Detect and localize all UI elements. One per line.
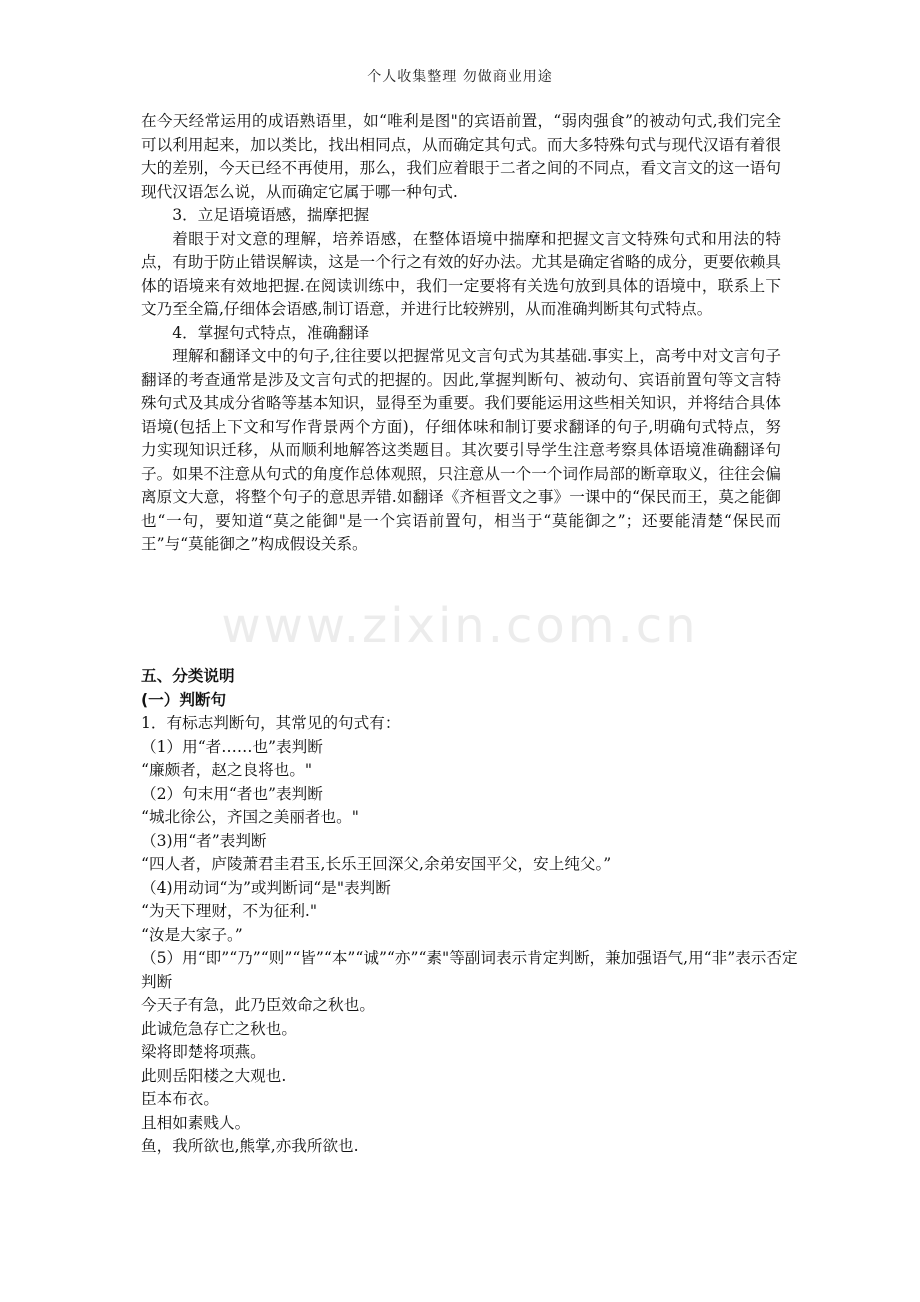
heading-point-4: 4．掌握句式特点，准确翻译: [172, 323, 370, 342]
classification-section: [141, 665, 801, 1159]
section-line: 此则岳阳楼之大观也.: [141, 1066, 287, 1085]
section-line: （1）用“者……也”表判断: [141, 737, 323, 756]
page-header: 个人收集整理 勿做商业用途: [367, 69, 553, 85]
section-line: “汝是大家子。”: [141, 925, 243, 944]
watermark: www.zixin.com.cn: [221, 598, 699, 654]
section-line: （2）句末用“者也”表判断: [141, 784, 323, 803]
section-line: 臣本布衣。: [141, 1090, 219, 1108]
section-title: 五、分类说明: [141, 667, 235, 685]
paragraph-comparison: 在今天经常运用的成语熟语里，如“唯利是图"的宾语前置，“弱肉强食”的被动句式,我们完全可以利用起来，加以类比，找出相同点，从而确定其句式。而大多特殊句式与现代汉语有着很大的差别，今天已经不再使用，那么，我们应着眼于二者之间的不同点，看文言文的这一语句现代汉语怎么说，从而确定它属于哪一种句式.: [141, 112, 781, 201]
section-line: 梁将即楚将项燕。: [141, 1043, 266, 1061]
paragraph-context: 着眼于对文意的理解，培养语感，在整体语境中揣摩和把握文言文特殊句式和用法的特点，有助于防止错误解读，这是一个行之有效的好办法。尤其是确定省略的成分，更要依赖具体的语境来有效地把握.在阅读训练中，我们一定要将有关选句放到具体的语境中，联系上下文乃至全篇,仔细体会语感,制订语意，并进行比较辨别，从而准确判断其句式特点。: [141, 229, 781, 318]
section-line: 此诚危急存亡之秋也。: [141, 1019, 297, 1038]
section-line: （3)用“者”表判断: [141, 831, 267, 850]
section-line: “城北徐公，齐国之美丽者也。": [141, 808, 359, 826]
section-line: （4)用动词“为”或判断词“是"表判断: [141, 878, 391, 897]
section-line: 1．有标志判断句，其常见的句式有：: [141, 714, 401, 732]
section-line: “为天下理财，不为征利.": [141, 902, 318, 920]
heading-point-3: 3．立足语境语感，揣摩把握: [172, 206, 370, 224]
paragraph-translation: 理解和翻译文中的句子,往往要以把握常见文言句式为其基础.事实上，高考中对文言句子翻译的考查通常是涉及文言句式的把握的。因此,掌握判断句、被动句、宾语前置句等文言特殊句式及其成分省略等基本知识，显得至为重要。我们要能运用这些相关知识，并将结合具体语境(包括上下文和写作背景两个方面)，仔细体味和制订要求翻译的句子,明确句式特点，努力实现知识迁移，从而顺利地解答这类题目。其次要引导学生注意考察具体语境准确翻译句子。如果不注意从句式的角度作总体观照，只注意从一个一个词作局部的断章取义，往往会偏离原文大意，将整个句子的意思弄错.如翻译《齐桓晋文之事》一课中的“保民而王，莫之能御也“一句，要知道“莫之能御"是一个宾语前置句，相当于“莫能御之”；还要能清楚“保民而王”与“莫能御之”构成假设关系。: [141, 347, 781, 553]
section-line: 鱼，我所欲也,熊掌,亦我所欲也.: [141, 1137, 359, 1155]
section-subtitle: (一）判断句: [141, 690, 227, 709]
section-line: “四人者，庐陵萧君圭君玉,长乐王回深父,余弟安国平父，安上纯父。”: [141, 855, 612, 873]
body-text: [141, 110, 781, 557]
section-line: “廉颇者，赵之良将也。": [141, 761, 313, 779]
section-line: 且相如素贱人。: [141, 1113, 251, 1132]
section-line: 今天子有急，此乃臣效命之秋也。: [141, 996, 375, 1014]
section-line: （5）用“即”“乃”“则”“皆”“本”“诚”“亦”“素"等副词表示肯定判断，兼加强语气,用“非”表示否定判断: [141, 949, 798, 991]
